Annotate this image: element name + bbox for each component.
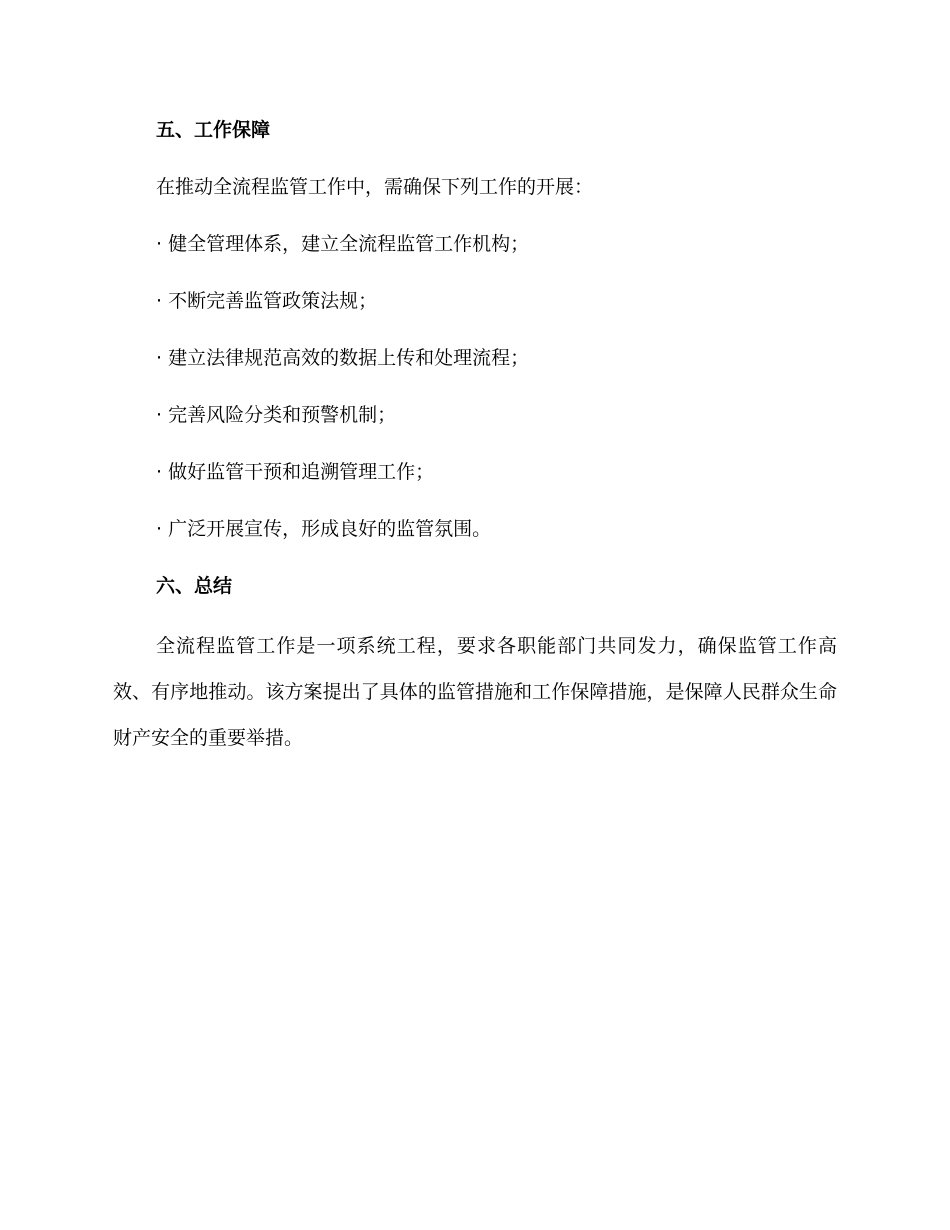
list-item: · 健全管理体系，建立全流程监管工作机构； [156, 233, 530, 255]
list-item: · 完善风险分类和预警机制； [156, 404, 397, 426]
list-item: · 广泛开展宣传，形成良好的监管氛围。 [156, 518, 492, 540]
guarantee-bullet-list [113, 224, 837, 549]
list-item: · 建立法律规范高效的数据上传和处理流程； [156, 347, 530, 369]
list-item: · 不断完善监管政策法规； [156, 290, 378, 312]
section-intro-paragraph: 在推动全流程监管工作中，需确保下列工作的开展： [156, 176, 594, 198]
section-heading-work-guarantee: 五、工作保障 [156, 119, 271, 141]
summary-paragraph: 全流程监管工作是一项系统工程，要求各职能部门共同发力，确保监管工作高效、有序地推动。该方案提出了具体的监管措施和工作保障措施，是保障人民群众生命财产安全的重要举措。 [113, 635, 837, 749]
document-content [113, 110, 837, 761]
section-heading-summary: 六、总结 [156, 575, 233, 597]
list-item: · 做好监管干预和追溯管理工作； [156, 461, 435, 483]
